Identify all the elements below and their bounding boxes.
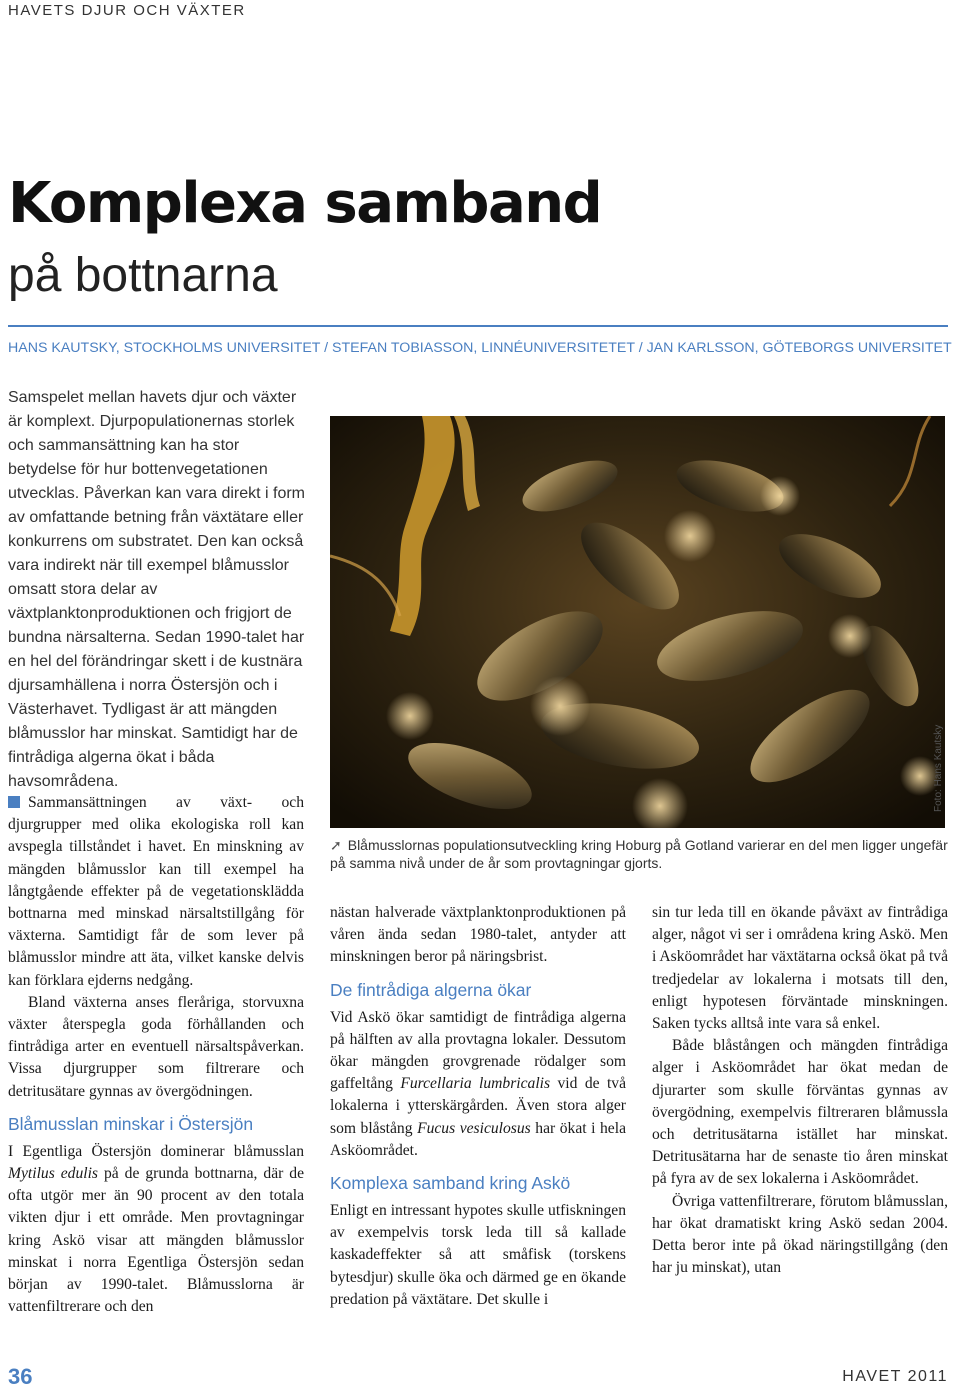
col2-p2-text-c: har ökat i hela Asköområdet. <box>330 1119 626 1159</box>
mussel-photo <box>330 416 945 828</box>
intro-text: Samspelet mellan havets djur och växter är komplext. Djurpopulationernas storlek och sammansättning kan ha stor betydelse för hur bottenvegetationen utvecklas. Påverkan kan vara direkt i form av omfattande betning från växtätare eller konkurrens om substratet. Den kan också vara indirekt när till exempel blåmusslor omsatt stora delar av växtplanktonproduktionen och frigjort de bundna närsalterna. Sedan 1990-talet har en hel del förändringar skett i de kustnära djursamhällena i norra Östersjön och i Västerhavet. Tydligast är att mängden blåmusslor har minskat. Samtidigt har de fintrådiga algerna ökat i båda havsområdena. <box>8 389 306 790</box>
intro-paragraph <box>8 386 308 794</box>
page-number: 36 <box>8 1364 33 1389</box>
col2-p2-species-2: Fucus vesiculosus <box>417 1119 531 1137</box>
col2-p2-text-b: vid de två lokalerna i ytterskärgården. Även stora alger som blåstång <box>330 1075 626 1137</box>
column-1 <box>8 792 304 1318</box>
col2-paragraph-2 <box>330 1007 626 1162</box>
col1-p3-text-a: I Egentliga Östersjön dominerar blåmusslan <box>8 1142 304 1160</box>
col2-heading-2: Komplexa samband kring Askö <box>330 1173 571 1194</box>
col1-paragraph-1 <box>8 792 304 992</box>
column-2 <box>330 902 626 1311</box>
col2-paragraph-1: nästan halverade växtplanktonproduktionen på våren ända sedan 1980-talet, antyder att minskningen beror på näringsbrist. <box>330 904 626 966</box>
photo-caption-text: Blåmusslornas populationsutveckling kring Hoburg på Gotland varierar en del men ligger ungefär på samma nivå under de år som provtagningar gjorts. <box>330 837 948 871</box>
col1-p3-text-b: på de grunda bottnarna, där de ofta utgör mer än 90 procent av den totala vikten djur i ett område. Men provtagningar kring Askö visar att mängden blåmusslor minskat i norra Egentliga Östersjön sedan början av 1990-talet. Blåmusslorna är vattenfiltrerare och den <box>8 1165 304 1316</box>
column-3 <box>652 902 948 1279</box>
article-title: Komplexa samband <box>8 171 602 236</box>
arrow-icon: ➚ <box>330 837 342 853</box>
col3-paragraph-2: Både blåstången och mängden fintrådiga alger i Asköområdet har ökat medan de djurarter som skulle förväntas gynnas av övergödning, exempelvis filtreraren blåmussla och detritusätarna istället har minskat. Detritusätarna har de senaste tio åren minskat på fyra av de sex lokalerna i Asköområdet. <box>652 1037 948 1188</box>
col1-heading: Blåmusslan minskar i Östersjön <box>8 1113 254 1134</box>
col2-p2-text-a: Vid Askö ökar samtidigt de fintrådiga algerna på hälften av alla provtagna lokaler. Dessutom ökar mängden grovgrenade rödalger som gaffeltång <box>330 1008 626 1093</box>
article-subtitle: på bottnarna <box>8 249 278 302</box>
title-divider <box>8 325 948 327</box>
photo-caption <box>330 836 950 872</box>
author-line: HANS KAUTSKY, STOCKHOLMS UNIVERSITET / STEFAN TOBIASSON, LINNÉUNIVERSITETET / JAN KARLSSON, GÖTEBORGS UNIVERSITET <box>8 340 952 356</box>
col2-paragraph-3: Enligt en intressant hypotes skulle utfiskningen av exempelvis torsk leda till så kallade kaskadeffekter så att småfisk (torskens bytesdjur) skulle öka och därmed ge en ökande predation på växtätare. Det skulle i <box>330 1202 626 1308</box>
col2-heading-1: De fintrådiga algerna ökar <box>330 979 532 1000</box>
magazine-footer: HAVET 2011 <box>842 1368 948 1385</box>
col1-paragraph-1-text: Sammansättningen av växt- och djurgrupper med olika ekologiska roll kan avspegla tillståndet i havet. En minskning av mängden blåmusslor kan till exempel ha långtgående effekter på de vegetationsklädda bottnarna med minskad närsaltstillgång för växterna. Samtidigt får de som lever på blåmusslor mindre att äta, vilket kanske delvis kan förklara ejderns nedgång. <box>8 794 304 989</box>
section-tag: HAVETS DJUR OCH VÄXTER <box>8 2 246 19</box>
col1-p3-species: Mytilus edulis <box>8 1165 98 1183</box>
col1-paragraph-2: Bland växterna anses fleråriga, storvuxna växter återspegla goda förhållanden och fintrådiga arter en eventuell närsaltspåverkan. Vissa djurgrupper som filtrerare och detritusätare gynnas av övergödningen. <box>8 993 304 1100</box>
col3-paragraph-3: Övriga vattenfiltrerare, förutom blåmusslan, har ökat dramatiskt kring Askö sedan 2004. Detta beror inte på ökad näringstillgång (den har ju minskat), utan <box>652 1192 948 1277</box>
col2-p2-species-1: Furcellaria lumbricalis <box>400 1075 551 1093</box>
col3-paragraph-1: sin tur leda till en ökande påväxt av fintrådiga alger, något vi ser i områdena kring Askö. Men i Asköområdet har växtätarna också ökat på två tredjedelar av lokalerna i motsats till den, enligt hypotesen förväntade minskningen. Saken tycks alltså inte vara så enkel. <box>652 904 948 1033</box>
col1-paragraph-3 <box>8 1141 304 1319</box>
square-bullet-icon <box>8 796 20 808</box>
photo-credit: Foto: Hans Kautsky <box>933 724 944 812</box>
mussel-photo-image <box>330 416 945 828</box>
